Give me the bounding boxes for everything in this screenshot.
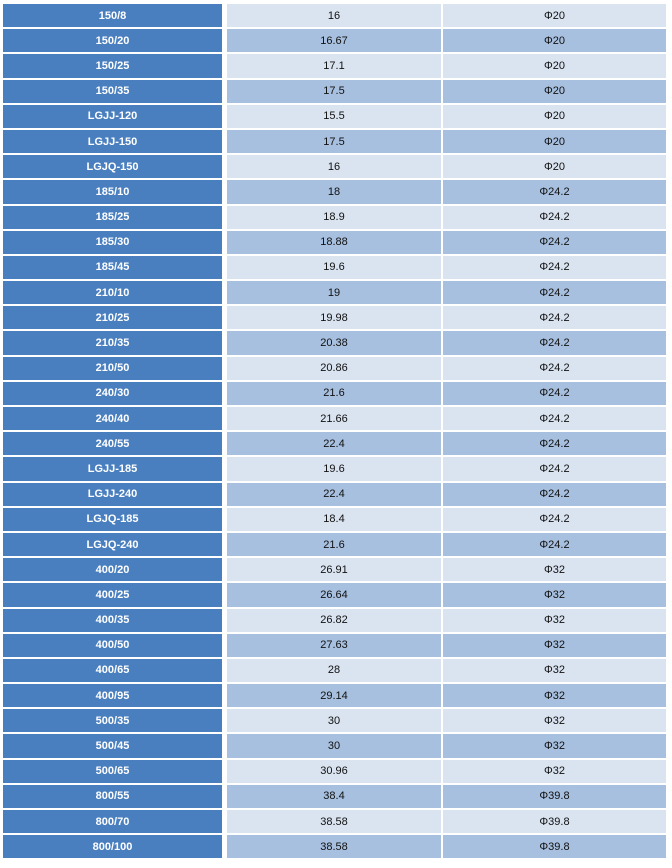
table-row [3,306,668,331]
spec-cell: Φ20 [443,80,666,105]
model-cell: 185/10 [3,180,222,205]
table-row [3,231,668,256]
table-row [3,760,668,785]
table-row [3,734,668,759]
diameter-cell: 26.91 [227,558,443,583]
diameter-cell: 18 [227,180,443,205]
spec-cell: Φ32 [443,684,666,709]
spec-cell: Φ32 [443,609,666,634]
table-row [3,206,668,231]
spec-cell: Φ39.8 [443,785,666,810]
spec-cell: Φ20 [443,54,666,79]
table-row [3,684,668,709]
spec-cell: Φ24.2 [443,382,666,407]
table-row [3,407,668,432]
diameter-cell: 19 [227,281,443,306]
diameter-cell: 30.96 [227,760,443,785]
diameter-cell: 19.98 [227,306,443,331]
diameter-cell: 38.58 [227,810,443,835]
spec-cell: Φ24.2 [443,457,666,482]
diameter-cell: 22.4 [227,483,443,508]
diameter-cell: 21.6 [227,533,443,558]
spec-cell: Φ20 [443,4,666,29]
model-cell: 400/20 [3,558,222,583]
spec-cell: Φ32 [443,558,666,583]
table-row [3,558,668,583]
diameter-cell: 38.58 [227,835,443,860]
diameter-cell: 17.5 [227,80,443,105]
model-cell: 400/35 [3,609,222,634]
diameter-cell: 20.86 [227,357,443,382]
spec-cell: Φ32 [443,634,666,659]
diameter-cell: 19.6 [227,256,443,281]
spec-cell: Φ20 [443,130,666,155]
spec-cell: Φ32 [443,583,666,608]
table-row [3,382,668,407]
table-row [3,457,668,482]
table-row [3,331,668,356]
diameter-cell: 17.5 [227,130,443,155]
diameter-cell: 29.14 [227,684,443,709]
table-row [3,835,668,860]
model-cell: 500/35 [3,709,222,734]
model-cell: 150/35 [3,80,222,105]
model-cell: 500/45 [3,734,222,759]
model-cell: LGJJ-185 [3,457,222,482]
diameter-cell: 15.5 [227,105,443,130]
diameter-cell: 28 [227,659,443,684]
diameter-cell: 17.1 [227,54,443,79]
diameter-cell: 21.6 [227,382,443,407]
spec-cell: Φ20 [443,29,666,54]
spec-cell: Φ32 [443,734,666,759]
diameter-cell: 19.6 [227,457,443,482]
model-cell: 800/70 [3,810,222,835]
table-row [3,533,668,558]
spec-cell: Φ20 [443,155,666,180]
model-cell: 210/35 [3,331,222,356]
diameter-cell: 18.4 [227,508,443,533]
spec-cell: Φ24.2 [443,206,666,231]
diameter-cell: 16 [227,4,443,29]
table-row [3,634,668,659]
table-row [3,155,668,180]
model-cell: 800/55 [3,785,222,810]
model-cell: LGJJ-240 [3,483,222,508]
spec-cell: Φ39.8 [443,835,666,860]
model-cell: 210/50 [3,357,222,382]
spec-cell: Φ20 [443,105,666,130]
model-cell: 150/25 [3,54,222,79]
diameter-cell: 26.64 [227,583,443,608]
diameter-cell: 16.67 [227,29,443,54]
table-row [3,483,668,508]
model-cell: 210/10 [3,281,222,306]
model-cell: 185/45 [3,256,222,281]
diameter-cell: 30 [227,734,443,759]
model-cell: LGJQ-150 [3,155,222,180]
spec-cell: Φ32 [443,760,666,785]
table-row [3,281,668,306]
spec-cell: Φ24.2 [443,180,666,205]
diameter-cell: 21.66 [227,407,443,432]
spec-cell: Φ24.2 [443,231,666,256]
model-cell: LGJQ-185 [3,508,222,533]
table-row [3,508,668,533]
diameter-cell: 38.4 [227,785,443,810]
spec-cell: Φ24.2 [443,432,666,457]
model-cell: 500/65 [3,760,222,785]
table-row [3,357,668,382]
diameter-cell: 18.9 [227,206,443,231]
table-row [3,54,668,79]
table-row [3,785,668,810]
spec-cell: Φ24.2 [443,331,666,356]
model-cell: 210/25 [3,306,222,331]
spec-cell: Φ24.2 [443,508,666,533]
diameter-cell: 26.82 [227,609,443,634]
table-row [3,709,668,734]
model-cell: 400/25 [3,583,222,608]
model-cell: 185/30 [3,231,222,256]
table-row [3,256,668,281]
model-cell: 400/65 [3,659,222,684]
spec-cell: Φ32 [443,659,666,684]
spec-cell: Φ24.2 [443,483,666,508]
spec-cell: Φ24.2 [443,533,666,558]
spec-cell: Φ24.2 [443,407,666,432]
table-row [3,80,668,105]
spec-cell: Φ39.8 [443,810,666,835]
model-cell: LGJJ-150 [3,130,222,155]
table-row [3,659,668,684]
table-row [3,4,668,29]
table-row [3,432,668,457]
spec-cell: Φ32 [443,709,666,734]
model-cell: 150/8 [3,4,222,29]
model-cell: 240/40 [3,407,222,432]
model-cell: LGJQ-240 [3,533,222,558]
spec-cell: Φ24.2 [443,281,666,306]
table-row [3,130,668,155]
table-row [3,609,668,634]
table-row [3,180,668,205]
model-cell: LGJJ-120 [3,105,222,130]
model-cell: 240/55 [3,432,222,457]
diameter-cell: 16 [227,155,443,180]
spec-cell: Φ24.2 [443,357,666,382]
model-cell: 400/95 [3,684,222,709]
model-cell: 400/50 [3,634,222,659]
table-row [3,29,668,54]
diameter-cell: 22.4 [227,432,443,457]
table-row [3,583,668,608]
table-row [3,105,668,130]
diameter-cell: 30 [227,709,443,734]
model-cell: 240/30 [3,382,222,407]
diameter-cell: 27.63 [227,634,443,659]
table-row [3,810,668,835]
spec-table [3,4,668,860]
model-cell: 185/25 [3,206,222,231]
spec-cell: Φ24.2 [443,306,666,331]
diameter-cell: 18.88 [227,231,443,256]
model-cell: 150/20 [3,29,222,54]
spec-cell: Φ24.2 [443,256,666,281]
model-cell: 800/100 [3,835,222,860]
diameter-cell: 20.38 [227,331,443,356]
